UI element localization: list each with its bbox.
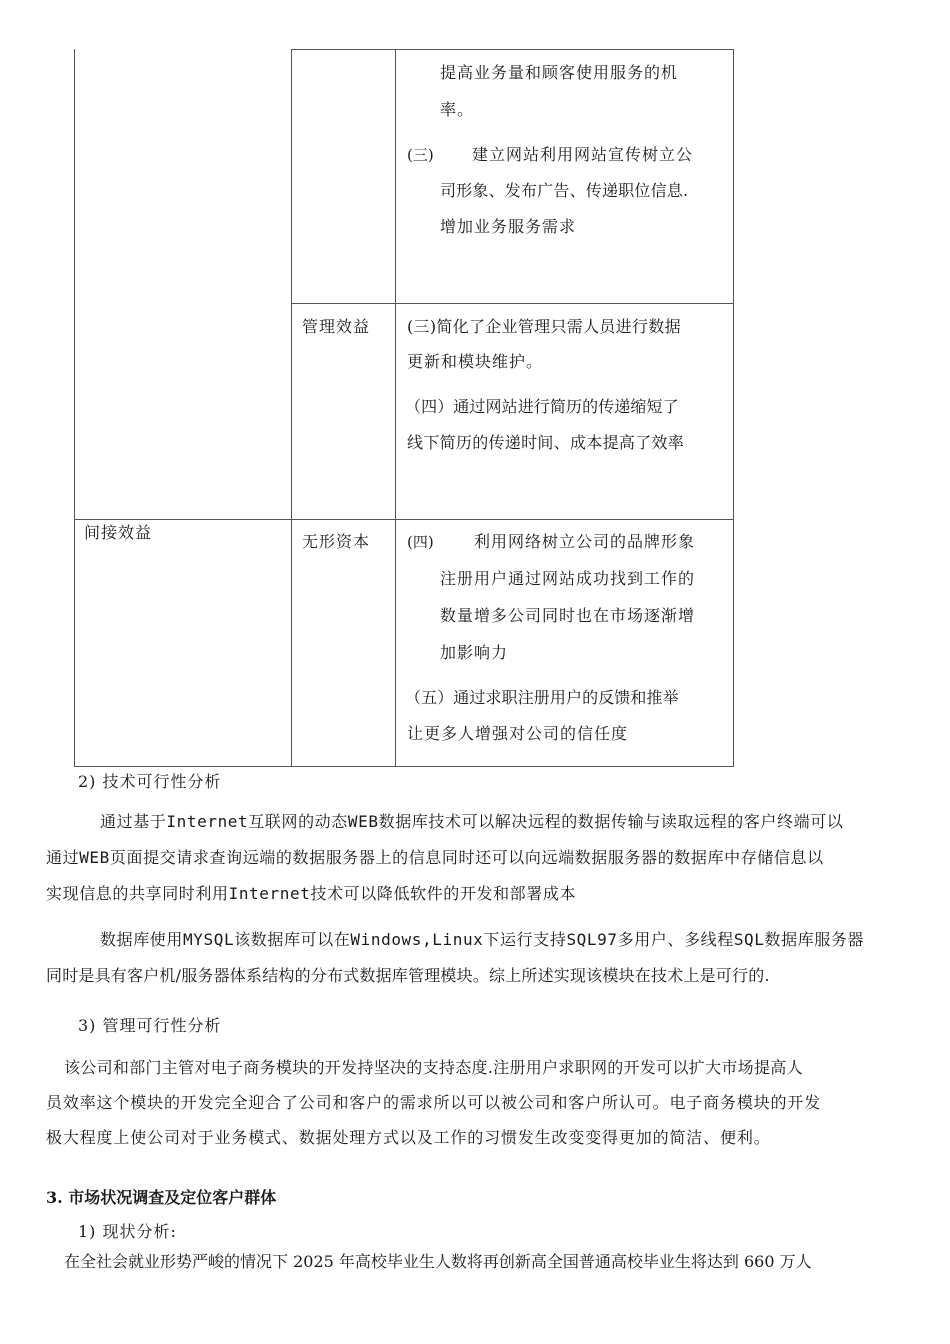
table-cell-text: 数量增多公司同时也在市场逐渐增 [440,606,696,625]
table-cell-text: 让更多人增强对公司的信任度 [407,724,629,743]
paragraph-line: 数据库使用MYSQL该数据库可以在Windows,Linux下运行支持SQL97多用户、多线程SQL数据库服务器 [100,930,865,949]
table-cell-text: 司形象、发布广告、传递职位信息. [440,181,689,200]
list-number: (四) [407,533,434,551]
table-cell-text: 提高业务量和顾客使用服务的机 [440,63,679,82]
table-top-border [291,49,734,50]
paragraph-line: 员效率这个模块的开发完全迎合了公司和客户的需求所以可以被公司和客户所认可。电子商务模块的开发 [46,1093,822,1112]
table-cell-text: (三)简化了企业管理只需人员进行数据 [407,317,681,336]
section-heading: 3. 市场状况调查及定位客户群体 [46,1188,277,1207]
table-col-divider [395,49,396,767]
table-col-divider [291,49,292,767]
table-cell-text: （五）通过求职注册用户的反馈和推举 [405,688,679,707]
table-cell-text: 加影响力 [440,643,509,662]
table-right-border [733,49,734,767]
paragraph-line: 极大程度上使公司对于业务模式、数据处理方式以及工作的习惯发生改变变得更加的简洁、便利。 [46,1128,771,1147]
list-number: (三) [407,146,434,164]
paragraph-line: 通过基于Internet互联网的动态WEB数据库技术可以解决远程的数据传输与读取远程的客户终端可以 [100,812,844,831]
paragraph-line: 实现信息的共享同时利用Internet技术可以降低软件的开发和部署成本 [46,884,577,903]
table-cell-text: 更新和模块维护。 [407,352,544,371]
paragraph-line: 该公司和部门主管对电子商务模块的开发持坚决的支持态度.注册用户求职网的开发可以扩大市场提高人 [64,1058,803,1077]
table-row-label: 管理效益 [302,317,371,336]
table-cell-text: 率。 [440,100,475,119]
table-row-divider [291,303,734,304]
paragraph-line: 同时是具有客户机/服务器体系结构的分布式数据库管理模块。综上所述实现该模块在技术上是可行的. [46,966,770,985]
paragraph-line: 通过WEB页面提交请求查询远端的数据服务器上的信息同时还可以向远端数据服务器的数据库中存储信息以 [46,848,824,867]
section-label-mgmt: 3) 管理可行性分析 [78,1016,222,1035]
table-row-label: 间接效益 [84,523,153,542]
table-left-border [74,49,75,767]
table-cell-text: （四）通过网站进行简历的传递缩短了 [405,397,679,416]
table-bottom-border [74,766,734,767]
table-cell-text: 利用网络树立公司的品牌形象 [474,532,696,551]
table-cell-text: 线下简历的传递时间、成本提高了效率 [407,433,685,452]
table-cell-text: 增加业务服务需求 [440,217,577,236]
paragraph-line: 在全社会就业形势严峻的情况下 2025 年高校毕业生人数将再创新高全国普通高校毕业生将达到 660 万人 [64,1252,812,1271]
table-row-divider [74,519,734,520]
table-cell-text: 建立网站利用网站宣传树立公 [472,145,694,164]
table-row-label: 无形资本 [302,532,371,551]
section-label-tech: 2) 技术可行性分析 [78,772,222,791]
subsection-label: 1) 现状分析: [78,1222,177,1241]
table-cell-text: 注册用户通过网站成功找到工作的 [440,569,696,588]
